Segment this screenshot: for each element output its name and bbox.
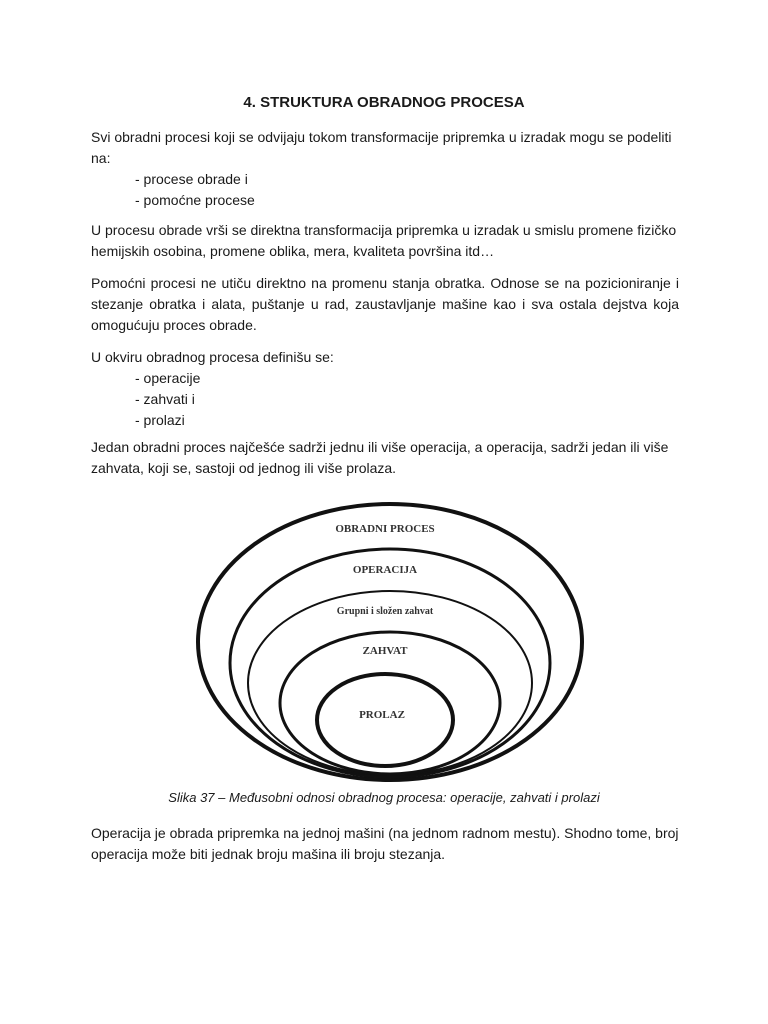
- list-item: - procese obrade i: [135, 171, 248, 187]
- paragraph-intro: Svi obradni procesi koji se odvijaju tokom transformacije pripremka u izradak mogu se podeliti na:: [91, 129, 672, 166]
- list-item: - pomoćne procese: [135, 192, 255, 208]
- list-item: - operacije: [135, 370, 201, 386]
- label-grupni-zahvat: Grupni i složen zahvat: [336, 606, 434, 617]
- ring-obradni-proces: [198, 504, 582, 780]
- list-item: - prolazi: [135, 412, 185, 428]
- process-type-list: [135, 169, 255, 211]
- nested-ellipses-diagram: [190, 500, 590, 790]
- label-obradni-proces: OBRADNI PROCES: [335, 523, 435, 535]
- figure-caption: Slika 37 – Međusobni odnosi obradnog procesa: operacije, zahvati i prolazi: [168, 790, 600, 805]
- paragraph-machining-process: U procesu obrade vrši se direktna transformacija pripremka u izradak u smislu promene fizičko hemijskih osobina, promene oblika, mera, kvaliteta površina itd…: [91, 222, 677, 259]
- section-heading: 4. STRUKTURA OBRADNOG PROCESA: [243, 94, 525, 111]
- list-item: - zahvati i: [135, 391, 195, 407]
- ring-operacija: [230, 549, 550, 777]
- paragraph-hierarchy: Jedan obradni proces najčešće sadrži jednu ili više operacija, a operacija, sadrži jedan ili više zahvata, koji se, sastoji od jednog ili više prolaza.: [91, 439, 669, 476]
- paragraph-operation-definition: Operacija je obrada pripremka na jednoj mašini (na jednom radnom mestu). Shodno tome, broj operacija može biti jednak broju mašina ili broju stezanja.: [91, 825, 679, 862]
- ring-grupni-zahvat: [248, 591, 532, 775]
- label-prolaz: PROLAZ: [359, 709, 405, 721]
- label-zahvat: ZAHVAT: [362, 645, 408, 657]
- paragraph-auxiliary-process: Pomoćni procesi ne utiču direktno na promenu stanja obratka. Odnose se na pozicioniranje i stezanje obratka i alata, puštanje u rad, zaustavljanje mašine kao i sva ostala dejstva koja omogućuju proces obrade.: [91, 275, 679, 333]
- label-operacija: OPERACIJA: [352, 564, 418, 576]
- paragraph-definitions: U okviru obradnog procesa definišu se:: [91, 349, 334, 365]
- structure-list: [135, 368, 200, 431]
